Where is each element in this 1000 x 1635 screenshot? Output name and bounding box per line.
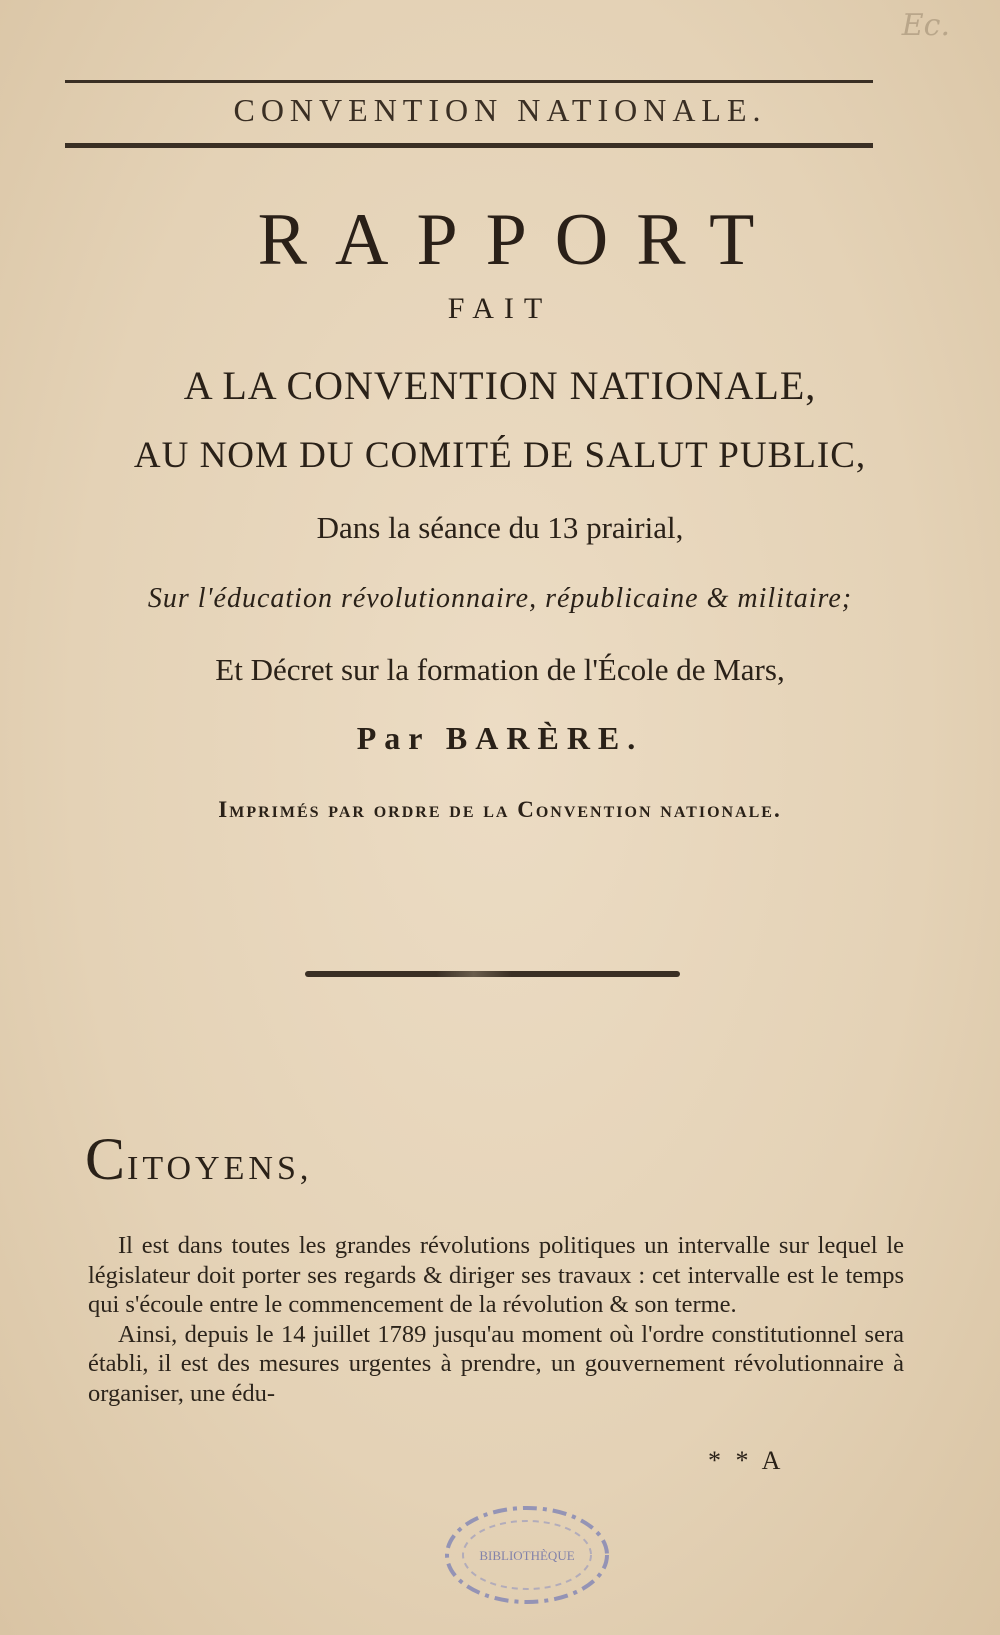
paragraph-1: Il est dans toutes les grandes révolutions politiques un intervalle sur lequel le législateur doit porter ses regards & diriger ses travaux : cet intervalle est le temps qui s'écoule entre le commencement de la révolution & son terme.	[88, 1232, 904, 1318]
stamp-text: BIBLIOTHÈQUE	[479, 1548, 575, 1563]
salutation	[85, 1125, 312, 1194]
signature-mark: * * A	[708, 1446, 785, 1475]
salutation-initial: C	[85, 1126, 128, 1192]
top-rule	[65, 80, 873, 83]
document-title: RAPPORT	[257, 199, 783, 281]
subtitle-convention: A LA CONVENTION NATIONALE,	[183, 363, 817, 408]
salutation-rest: ITOYENS,	[127, 1150, 313, 1187]
header-bottom-rule	[65, 143, 873, 148]
subtitle-decret: Et Décret sur la formation de l'École de Mars,	[215, 652, 785, 687]
subtitle-sujet: Sur l'éducation révolutionnaire, républicaine & militaire;	[147, 583, 853, 614]
paragraph-2: Ainsi, depuis le 14 juillet 1789 jusqu'au moment où l'ordre constitutionnel sera établi, il est des mesures urgentes à prendre, un gouvernement révolutionnaire à organiser, une édu-	[88, 1320, 904, 1407]
header-title: CONVENTION NATIONALE.	[233, 92, 767, 128]
library-stamp-icon	[440, 1500, 615, 1610]
subtitle-seance: Dans la séance du 13 prairial,	[316, 510, 684, 545]
author-line: Par BARÈRE.	[356, 720, 644, 756]
subtitle-fait: FAIT	[447, 292, 553, 325]
subtitle-comite: AU NOM DU COMITÉ DE SALUT PUBLIC,	[133, 435, 867, 476]
imprint-line: Imprimés par ordre de la Convention nationale.	[218, 797, 782, 822]
ornamental-divider	[305, 971, 680, 977]
corner-pencil-mark: Ec.	[901, 8, 950, 43]
body-text	[88, 1231, 904, 1408]
